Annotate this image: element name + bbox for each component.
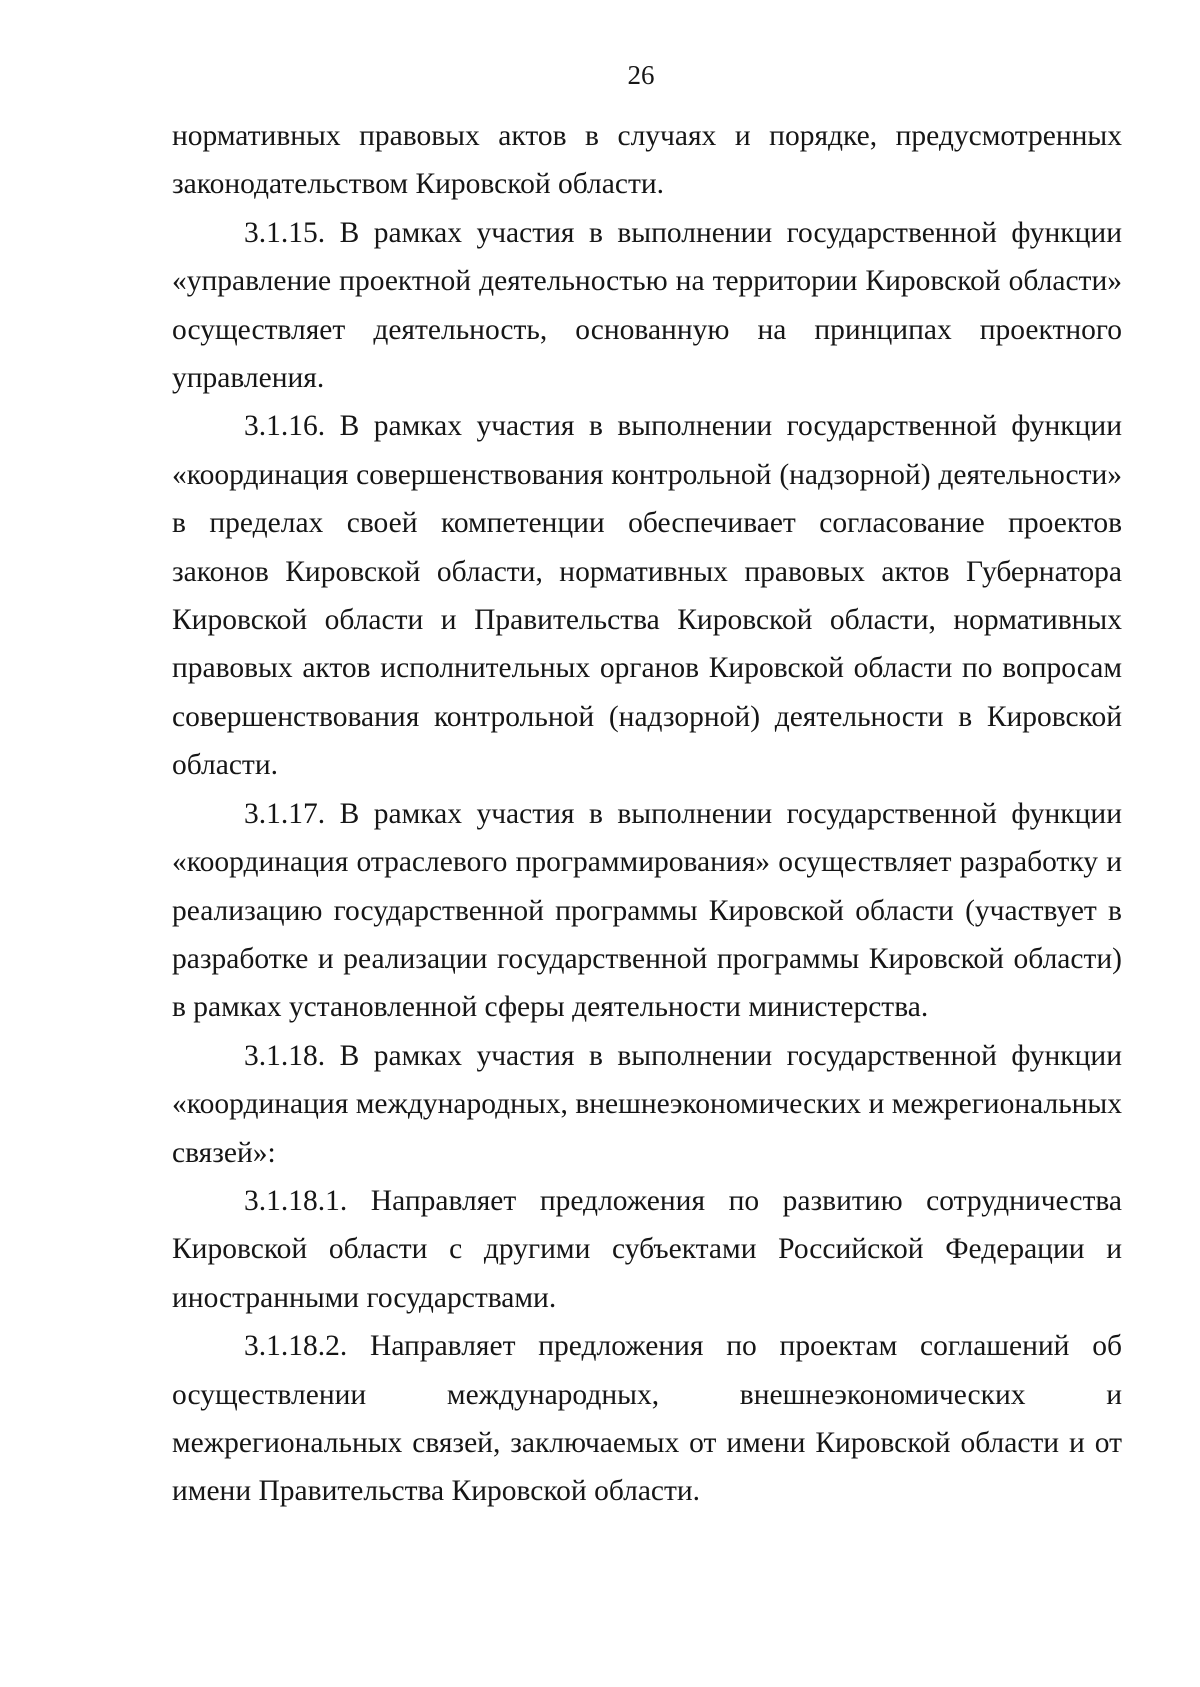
paragraph-continuation: нормативных правовых актов в случаях и порядке, предусмотренных законодательством Кировской области. bbox=[172, 120, 1122, 201]
page-number: 26 bbox=[627, 60, 655, 90]
paragraph-3-1-18-1: 3.1.18.1. Направляет предложения по развитию сотрудничества Кировской области с другими субъектами Российской Федерации и иностранными государствами. bbox=[172, 1184, 1122, 1314]
paragraph-3-1-18-2: 3.1.18.2. Направляет предложения по проектам соглашений об осуществлении международных, внешнеэкономических и межрегиональных связей, заключаемых от имени Кировской области и от имени Правительства Кировской области. bbox=[172, 1330, 1122, 1508]
paragraph-3-1-16: 3.1.16. В рамках участия в выполнении государственной функции «координация совершенствования контрольной (надзорной) деятельности» в пределах своей компетенции обеспечивает согласование проектов законов Кировской области, нормативных правовых актов Губернатора Кировской области и Правительства Кировской области, нормативных правовых актов исполнительных органов Кировской области по вопросам совершенствования контрольной (надзорной) деятельности в Кировской области. bbox=[172, 410, 1122, 782]
document-body bbox=[172, 112, 1122, 1516]
paragraph-3-1-18: 3.1.18. В рамках участия в выполнении государственной функции «координация международных, внешнеэкономических и межрегиональных связей»: bbox=[172, 1039, 1122, 1169]
paragraph-3-1-17: 3.1.17. В рамках участия в выполнении государственной функции «координация отраслевого программирования» осуществляет разработку и реализацию государственной программы Кировской области (участвует в разработке и реализации государственной программы Кировской области) в рамках установленной сферы деятельности министерства. bbox=[172, 797, 1122, 1024]
paragraph-3-1-15: 3.1.15. В рамках участия в выполнении государственной функции «управление проектной деятельностью на территории Кировской области» осуществляет деятельность, основанную на принципах проектного управления. bbox=[172, 216, 1122, 395]
